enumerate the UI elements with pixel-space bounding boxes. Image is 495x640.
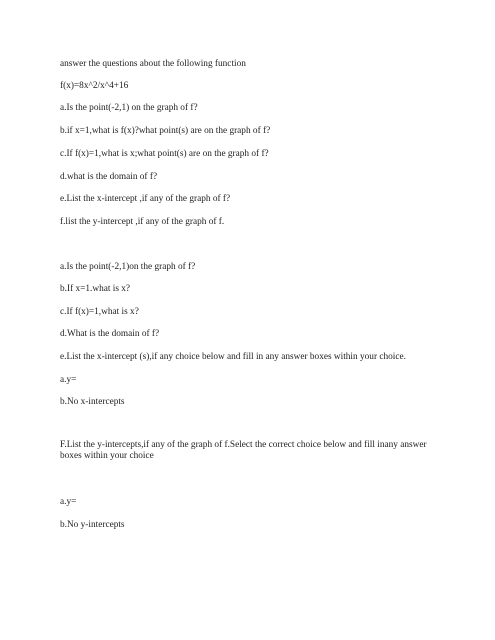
repeat-question-a: a.Is the point(-2,1)on the graph of f? <box>60 262 196 272</box>
x-intercept-choice-b: b.No x-intercepts <box>60 397 125 407</box>
repeat-question-d: d.What is the domain of f? <box>60 329 160 339</box>
function-text: f(x)=8x^2/x^4+16 <box>60 81 129 91</box>
question-c: c.If f(x)=1,what is x;what point(s) are on the graph of f? <box>60 149 269 159</box>
question-d: d.what is the domain of f? <box>60 172 158 182</box>
y-intercept-choice-b: b.No y-intercepts <box>60 520 125 530</box>
question-b: b.if x=1,what is f(x)?what point(s) are on the graph of f? <box>60 126 271 136</box>
y-intercept-choice-a: a.y= <box>60 497 77 507</box>
repeat-question-b: b.If x=1.what is x? <box>60 284 131 294</box>
x-intercept-choice-a: a.y= <box>60 375 77 385</box>
question-e: e.List the x-intercept ,if any of the graph of f? <box>60 194 231 204</box>
intro-text: answer the questions about the following function <box>60 59 246 69</box>
y-intercept-question: F.List the y-intercepts,if any of the graph of f.Select the correct choice below and fill inany answer boxes within your choice <box>60 440 427 461</box>
question-f: f.list the y-intercept ,if any of the graph of f. <box>60 217 225 227</box>
question-a: a.Is the point(-2,1) on the graph of f? <box>60 103 198 113</box>
repeat-question-e: e.List the x-intercept (s),if any choice below and fill in any answer boxes within your choice. <box>60 352 406 362</box>
repeat-question-c: c.If f(x)=1,what is x? <box>60 307 139 317</box>
